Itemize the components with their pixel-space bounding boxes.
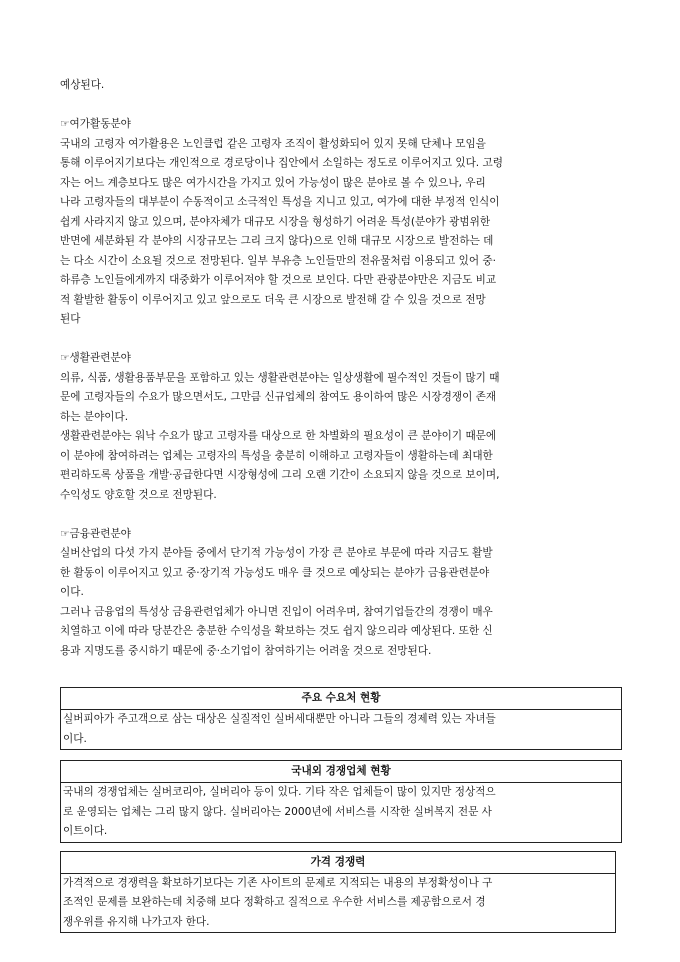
box-title: 국내외 경쟁업체 현황 — [61, 761, 621, 783]
info-box-price — [60, 851, 616, 934]
section-paragraph: 실버산업의 다섯 가지 분야들 중에서 단기적 가능성이 가장 큰 분야로 부문에 따라 지금도 활발 한 활동이 이루어지고 있고 중·장기적 가능성도 매우 클 것으로 예상되는 분야가 금융관련분야 이다. — [60, 547, 493, 598]
box-title: 주요 수요처 현황 — [61, 688, 621, 710]
section-heading-leisure: ☞여가활동분야 — [60, 118, 131, 130]
spacer — [60, 330, 622, 350]
intro-tail: 예상된다. — [60, 79, 105, 91]
box-body-text: 가격적으로 경쟁력을 확보하기보다는 기존 사이트의 문제로 지적되는 내용의 부정확성이나 구 조적인 문제를 보완하는데 치중해 보다 정확하고 질적으로 우수한 서비스를 제공함으로서 경 쟁우위를 유지해 나가고자 한다. — [63, 876, 493, 928]
section-paragraph: 그러나 금융업의 특성상 금융관련업체가 아니면 진입이 어려우며, 참여기업들간의 경쟁이 매우 치열하고 이에 따라 당분간은 충분한 수익성을 확보하는 것도 쉽지 않으리라 예상된다. 또한 신 용과 지명도를 중시하기 때문에 중·소기업이 참여하기는 어려울 것으로 전망된다. — [60, 605, 493, 657]
info-box-demand — [60, 687, 622, 750]
spacer — [60, 505, 622, 525]
spacer — [60, 96, 622, 116]
section-heading-living: ☞생활관련분야 — [60, 352, 131, 364]
section-heading-finance: ☞금융관련분야 — [60, 527, 131, 540]
info-box-competitors — [60, 760, 622, 843]
spacer — [60, 750, 622, 760]
document-body — [60, 76, 622, 933]
box-body-text: 국내의 경쟁업체는 실버코리아, 실버리아 등이 있다. 기타 작은 업체들이 많이 있지만 정상적으 로 운영되는 업체는 그리 많지 않다. 실버리아는 2000년에 서비스를 시작한 실버복지 전문 사 이트이다. — [63, 786, 496, 837]
box-title: 가격 경쟁력 — [61, 852, 615, 874]
spacer — [60, 843, 622, 851]
section-paragraph: 생활관련분야는 워낙 수요가 많고 고령자를 대상으로 한 차별화의 필요성이 큰 분야이기 때문에 이 분야에 참여하려는 업체는 고령자의 특성을 충분히 이해하고 고령자들이 생활하는데 최대한 편리하도록 상품을 개발·공급한다면 시장형성에 그리 오랜 기간이 소요되지 않을 것으로 보이며, 수익성도 양호할 것으로 전망된다. — [60, 430, 500, 501]
section-paragraph: 국내의 고령자 여가활용은 노인클럽 같은 고령자 조직이 활성화되어 있지 못해 단체나 모임을 통해 이루어지기보다는 개인적으로 경로당이나 집안에서 소일하는 정도로 이루어지고 있다. 고령 자는 어느 계층보다도 많은 여가시간을 가지고 있어 가능성이 많은 분야로 볼 수 있으나, 우리 나라 고령자들의 대부분이 수동적이고 소극적인 특성을 지니고 있고, 여가에 대한 부정적 인식이 쉽게 사라지지 않고 있으며, 분야자체가 대규모 시장을 형성하기 어려운 특성(분야가 광범위한 반면에 세분화된 각 분야의 시장규모는 그리 크지 않다)으로 인해 대규모 시장으로 발전하는 데 는 다소 시간이 소요될 것으로 전망된다. 일부 부유층 노인들만의 전유물처럼 이용되고 있어 중· 하류층 노인들에게까지 대중화가 이루어져야 할 것으로 보인다. 다만 관광분야만은 지금도 비교 적 활발한 활동이 이루어지고 있고 앞으로도 더욱 큰 시장으로 발전해 갈 수 있을 것으로 전망 된다 — [60, 137, 504, 325]
spacer — [60, 661, 622, 687]
box-body-text: 실버피아가 주고객으로 삼는 대상은 실질적인 실버세대뿐만 아니라 그들의 경제력 있는 자녀들 이다. — [63, 713, 496, 745]
section-paragraph: 의류, 식품, 생활용품부문을 포함하고 있는 생활관련분야는 일상생활에 필수적인 것들이 많기 때 문에 고령자들의 수요가 많으면서도, 그만큼 신규업체의 참여도 용이하여 많은 시장경쟁이 존재 하는 분야이다. — [60, 371, 500, 423]
